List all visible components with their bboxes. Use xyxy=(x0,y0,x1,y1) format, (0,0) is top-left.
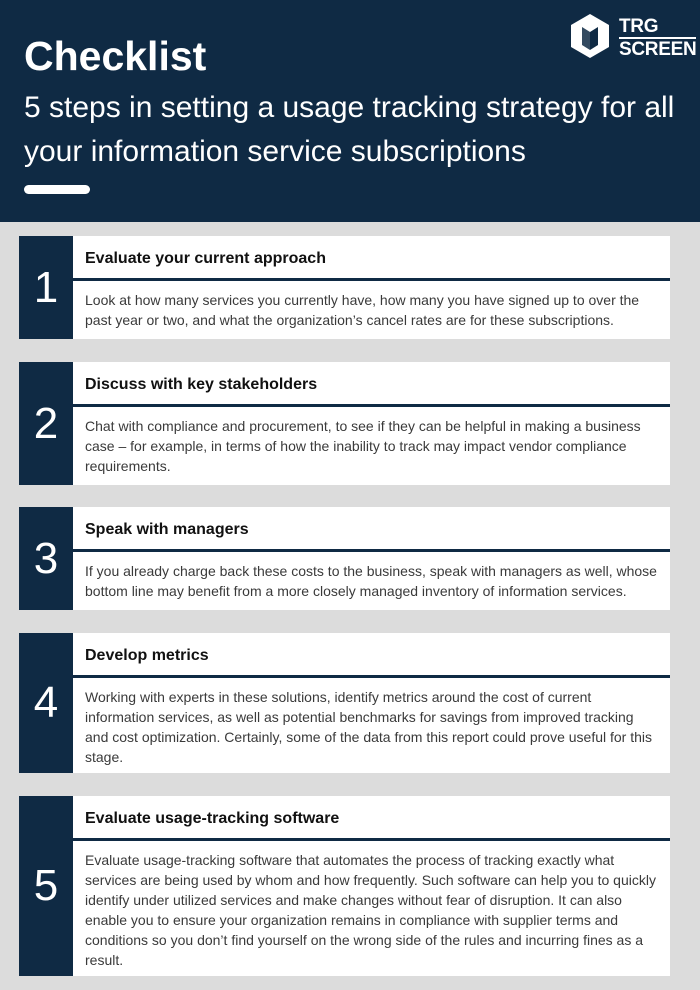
step-card-2 xyxy=(19,362,670,485)
step-text: Chat with compliance and procurement, to see if they can be helpful in making a business case – for example, in terms of how the inability to track may impact vendor compliance requirements. xyxy=(85,418,641,474)
step-heading: Discuss with key stakeholders xyxy=(85,376,318,393)
logo-text-line2: SCREEN xyxy=(619,39,697,60)
step-divider xyxy=(73,838,670,841)
step-text: Look at how many services you currently have, how many you have signed up to over the past year or two, and what the organization’s cancel rates are for these subscriptions. xyxy=(85,292,640,328)
step-card-5 xyxy=(19,796,670,976)
step-divider xyxy=(73,404,670,407)
step-card-1 xyxy=(19,236,670,339)
logo-text-line1: TRG xyxy=(619,16,659,37)
step-divider xyxy=(73,675,670,678)
title-underline xyxy=(24,185,90,194)
logo-text xyxy=(619,16,696,60)
step-heading: Evaluate usage-tracking software xyxy=(85,810,340,827)
step-number: 3 xyxy=(19,507,73,610)
step-number: 1 xyxy=(19,236,73,339)
step-heading: Speak with managers xyxy=(85,521,249,538)
step-heading: Develop metrics xyxy=(85,647,209,664)
step-number: 4 xyxy=(19,633,73,773)
page-subtitle: 5 steps in setting a usage tracking strategy for all your information service subscriptions xyxy=(24,91,675,168)
trg-screen-logo xyxy=(566,12,696,62)
step-card-3 xyxy=(19,507,670,610)
header-banner xyxy=(0,0,700,222)
page-title: Checklist xyxy=(24,33,207,79)
step-text: Evaluate usage-tracking software that automates the process of tracking exactly what services are being used by whom and how frequently. Such software can help you to quickly identify under utilized services and make changes without fear of disruption. It can also enable you to ensure your organization remains in compliance with supplier terms and conditions so you don’t find yourself on the wrong side of the rules and incurring fines as a result. xyxy=(85,852,656,968)
step-text: If you already charge back these costs to the business, speak with managers as well, whose bottom line may benefit from a more closely managed inventory of information services. xyxy=(85,563,657,599)
cube-logo-icon xyxy=(568,12,612,60)
step-divider xyxy=(73,278,670,281)
step-divider xyxy=(73,549,670,552)
step-text: Working with experts in these solutions, identify metrics around the cost of current information services, as well as potential benchmarks for savings from improved tracking and cost optimization. Certainly, some of the data from this report could prove useful for this stage. xyxy=(85,689,653,765)
step-card-4 xyxy=(19,633,670,773)
step-number: 2 xyxy=(19,362,73,485)
step-number: 5 xyxy=(19,796,73,976)
step-heading: Evaluate your current approach xyxy=(85,250,326,267)
